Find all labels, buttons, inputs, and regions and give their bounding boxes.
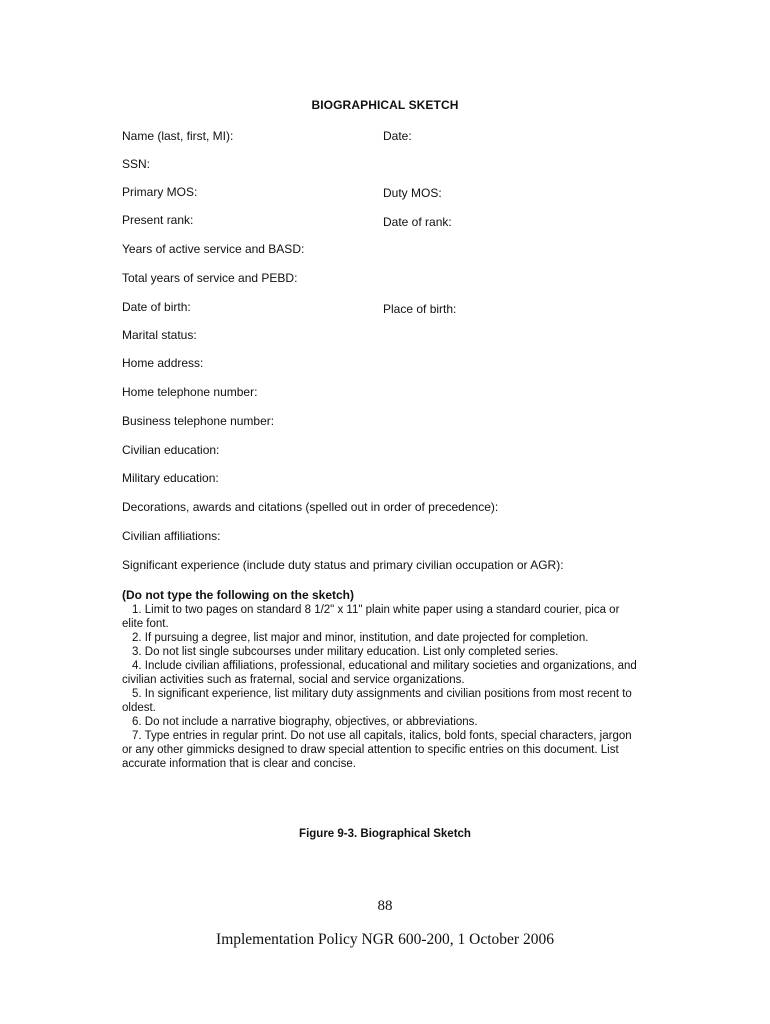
date-of-rank-field-label: Date of rank: — [383, 215, 452, 229]
instruction-item: 3. Do not list single subcourses under military education. List only completed series. — [132, 646, 559, 658]
figure-caption: Figure 9-3. Biographical Sketch — [299, 828, 471, 840]
place-of-birth-field-label: Place of birth: — [383, 302, 457, 316]
instruction-item: 1. Limit to two pages on standard 8 1/2" x 11" plain white paper using a standard courier, pica or elite font. — [122, 604, 620, 630]
instruction-item: 2. If pursuing a degree, list major and minor, institution, and date projected for completion. — [132, 632, 589, 644]
page-number: 88 — [377, 898, 393, 914]
page-title: BIOGRAPHICAL SKETCH — [311, 98, 459, 112]
instructions-heading: (Do not type the following on the sketch) — [122, 588, 354, 602]
instruction-item: 4. Include civilian affiliations, professional, educational and military societies and organizations, and civilian activities such as fraternal, social and service organizations. — [122, 660, 637, 686]
page-footer: Implementation Policy NGR 600-200, 1 October 2006 — [216, 931, 554, 948]
name-field-label: Name (last, first, MI): — [122, 129, 234, 143]
total-years-service-field-label: Total years of service and PEBD: — [122, 271, 298, 285]
home-telephone-field-label: Home telephone number: — [122, 385, 258, 399]
business-telephone-field-label: Business telephone number: — [122, 414, 275, 428]
civilian-affiliations-field-label: Civilian affiliations: — [122, 529, 221, 543]
home-address-field-label: Home address: — [122, 356, 204, 370]
date-of-birth-field-label: Date of birth: — [122, 300, 191, 314]
military-education-field-label: Military education: — [122, 471, 219, 485]
instruction-item: 7. Type entries in regular print. Do not use all capitals, italics, bold fonts, special characters, jargon or any other gimmicks designed to draw special attention to specific entries on this document. List accurate information that is clear and concise. — [122, 730, 632, 770]
significant-experience-field-label: Significant experience (include duty status and primary civilian occupation or AGR): — [122, 558, 564, 572]
date-field-label: Date: — [383, 129, 412, 143]
present-rank-field-label: Present rank: — [122, 213, 194, 227]
duty-mos-field-label: Duty MOS: — [383, 186, 442, 200]
ssn-field-label: SSN: — [122, 157, 151, 171]
civilian-education-field-label: Civilian education: — [122, 443, 220, 457]
instruction-item: 5. In significant experience, list military duty assignments and civilian positions from most recent to oldest. — [122, 688, 632, 714]
instruction-item: 6. Do not include a narrative biography, objectives, or abbreviations. — [132, 716, 478, 728]
decorations-field-label: Decorations, awards and citations (spelled out in order of precedence): — [122, 500, 499, 514]
instructions-block — [122, 588, 642, 771]
primary-mos-field-label: Primary MOS: — [122, 185, 198, 199]
marital-status-field-label: Marital status: — [122, 328, 197, 342]
years-active-service-field-label: Years of active service and BASD: — [122, 242, 305, 256]
